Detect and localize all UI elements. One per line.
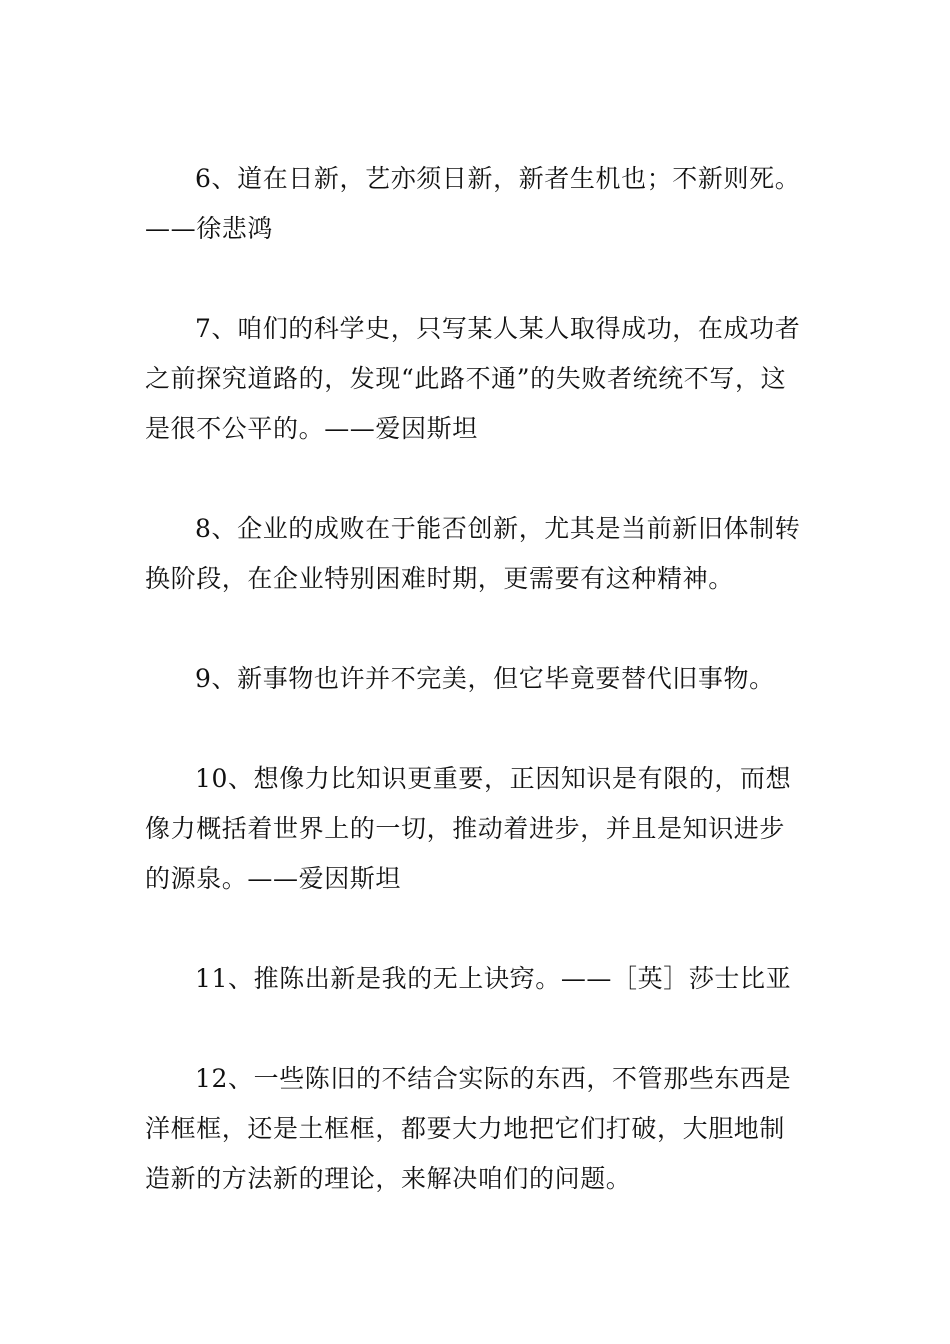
quote-paragraph-11: 11、推陈出新是我的无上诀窍。——［英］莎士比亚 [195,964,792,993]
quote-paragraph-12: 12、一些陈旧的不结合实际的东西，不管那些东西是洋框框，还是土框框，都要大力地把它们打破，大胆地制造新的方法新的理论，来解决咱们的问题。 [145,1064,792,1193]
quote-paragraph-9: 9、新事物也许并不完美，但它毕竟要替代旧事物。 [195,664,775,693]
quote-paragraph-7: 7、咱们的科学史，只写某人某人取得成功，在成功者之前探究道路的，发现“此路不通”的失败者统统不写，这是很不公平的。——爱因斯坦 [145,314,801,443]
quote-paragraph-6: 6、道在日新，艺亦须日新，新者生机也；不新则死。——徐悲鸿 [145,164,801,243]
quote-paragraph-10: 10、想像力比知识更重要，正因知识是有限的，而想像力概括着世界上的一切，推动着进步，并且是知识进步的源泉。——爱因斯坦 [145,764,792,893]
quote-paragraph-8: 8、企业的成败在于能否创新，尤其是当前新旧体制转换阶段，在企业特别困难时期，更需要有这种精神。 [145,514,801,593]
